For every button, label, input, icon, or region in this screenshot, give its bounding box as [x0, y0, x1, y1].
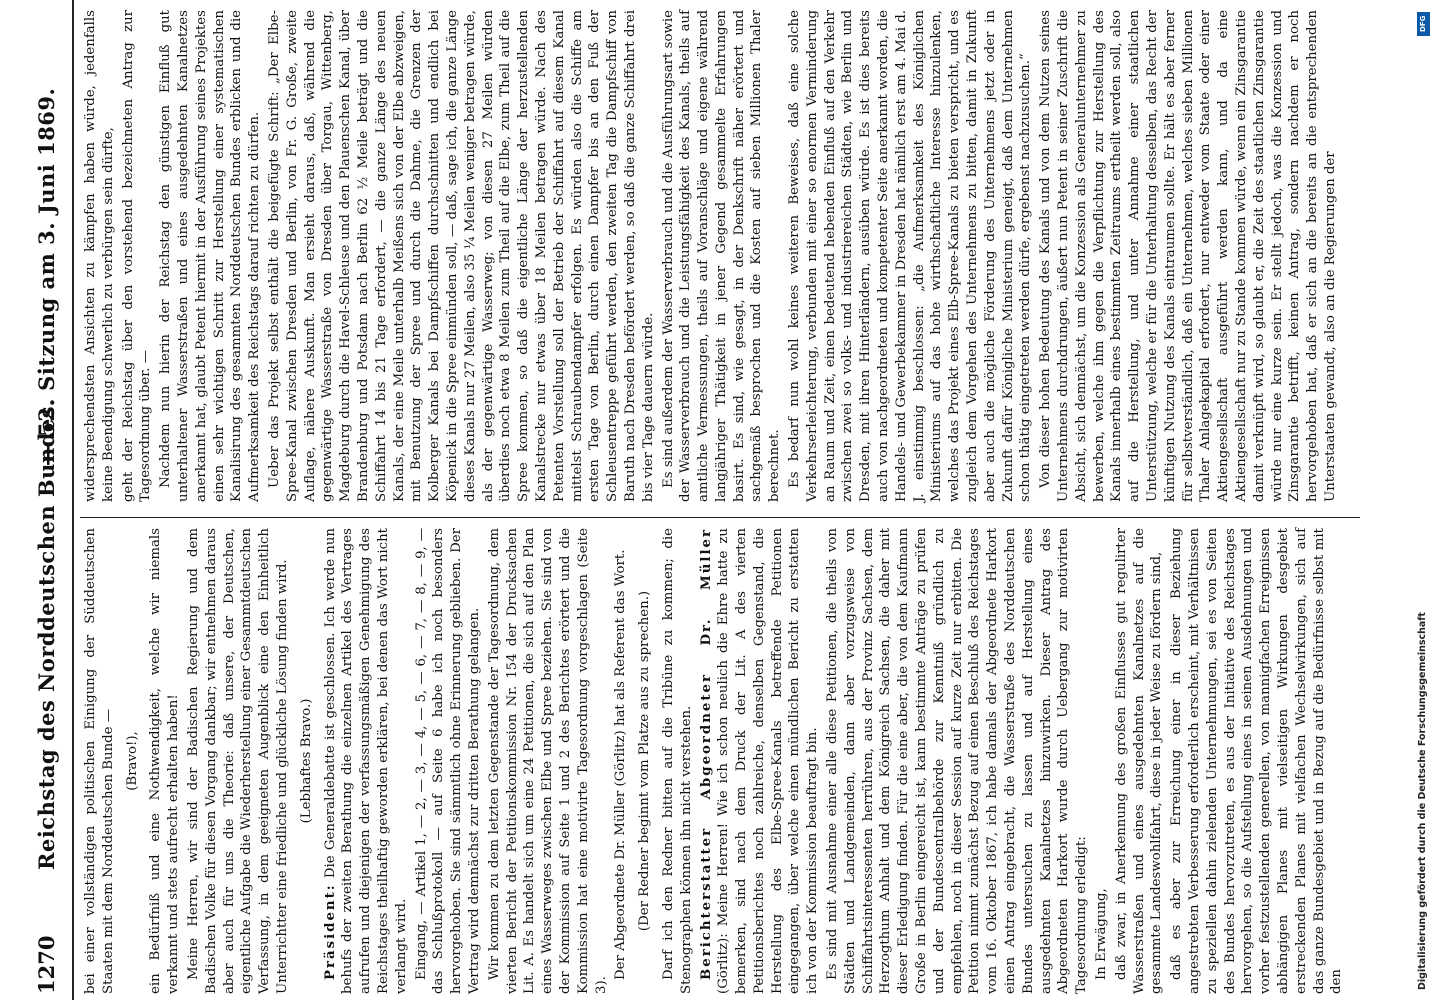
paragraph — [1037, 10, 1340, 502]
speaker-name: Berichterstatter Abgeordneter Dr. Müller — [698, 528, 714, 980]
paragraph — [660, 528, 696, 994]
paragraph-text: (Bravo!), — [124, 731, 140, 791]
paragraph-text: Die Generaldebatte ist geschlossen. Ich werde nun behufs der zweiten Berathung die einzelnen Artikel des Vertrages aufrufen und diejenigen der verfassungsmäßigen Genehmigung des Reichstages theilhaftig geworden erklären, bei denen das Wort nicht verlangt wird. — [322, 528, 409, 994]
right-column — [82, 10, 1352, 502]
stage-direction — [298, 528, 316, 994]
header-rule — [72, 0, 74, 1000]
paragraph-text: In Erwägung, — [1094, 888, 1110, 980]
paragraph-text: Es bedarf nun wohl keines weiteren Beweises, daß eine solche Verkehrserleichterung, verbunden mit einer so enormen Verminderung an Raum und Zeit, einen bedeutend hebenden Einfluß auf den Verkehr zwischen zwei so volks- und industriereichen Städten, wie Berlin und Dresden, mit ihren Hinterländern, ausüben würde. Es ist dies bereits auch von nachgeordneten und kompetenter Seite anerkannt worden, die Handels- und Gewerbekammer in Dresden hat nämlich erst am 4. Mai d. J. einstimmig beschlossen: „die Aufmerksamkeit des Königlichen Ministeriums auf das hohe wirthschaftliche Interesse hinzulenken, welches das Projekt eines Elb-Spree-Kanals zu bieten verspricht, und es zugleich dem Vorgehen des Unternehmens zu bitten, damit in Zukunft aber auch die mögliche Förderung des Unternehmens jetzt oder in Zukunft dafür Königliche Ministerium geneigt, daß dem Unternehmen schon thätig eingetreten werden dürfe, ergebenst nachzusuchen.“ — [787, 10, 1034, 502]
paragraph — [120, 10, 156, 502]
paragraph-text: Es sind außerdem der Wasserverbrauch und die Ausführungsart sowie der Wasserverbrauch und die Leistungsfähigkeit des Kanals, theils auf amtliche Vermessungen, theils auf Voranschläge und eigene während langjähriger Thätigkeit in jener Gegend gesammelte Erfahrungen basirt. Es sind, wie gesagt, in der Denkschrift näher erörtert und sachgemäß besprochen und die Kosten auf sieben Millionen Thaler berechnet. — [660, 10, 783, 502]
paragraph-text: bei einer vollständigen politischen Einigung der Süddeutschen Staaten mit dem Norddeutschen Bunde — — [83, 528, 116, 994]
column-divider — [80, 517, 1360, 518]
paragraph-text: Darf ich den Redner bitten auf die Tribüne zu kommen; die Stenographen können ihn nicht verstehen. — [660, 528, 694, 994]
paragraph — [157, 10, 264, 502]
paragraph — [413, 528, 484, 994]
paragraph — [612, 528, 630, 994]
speaker-name: Präsident: — [322, 883, 338, 980]
paragraph — [698, 528, 823, 994]
paragraph-text: (Görlitz): Meine Herren! Wie ich schon neulich die Ehre hatte zu bemerken, sind nach dem Druck der Lit. A des vierten Petitionsberichtes noch zahlreiche, denselben Gegenstand, die Herstellung des Elbe-Spree-Kanals betreffende Petitionen eingegangen, über welche einen mündlichen Bericht zu erstatten ich von der Kommission beauftragt bin. — [716, 528, 821, 994]
paragraph-text: geht der Reichstag über den vorstehend bezeichneten Antrag zur Tagesordnung über. — — [120, 10, 154, 502]
paragraph — [486, 528, 611, 994]
paragraph-text: Von dieser hohen Bedeutung des Kanals und von dem Nutzen seines Unternehmens durchdrungen, äußert nun Petent in seiner Zuschrift die Absicht, sich demnächst, um die Konzession als Generalunternehmer zu bewerben, welche ihm gegen die Verpflichtung zur Herstellung des Kanals innerhalb eines bestimmten Zeitraums ertheilt werden soll, also auf die Herstellung, und unter Annahme einer staatlichen Unterstützung, welche er für die Unterhaltung desselben, das Recht der künftigen Nutzung des Kanals eintraumen sollte. Er hält es aber ferner für selbstverständlich, daß ein Unternehmen, welches sieben Millionen Thaler Anlagekapital erfordert, nur entweder vom Staate oder einer Aktiengesellschaft ausgeführt werden kann, und da eine Aktiengesellschaft nur zu Stande kommen würde, wenn ein Zinsgarantie damit verknüpft wird, so glaubt er, die Zeit des staatlichen Zinsgarantie würde nur eine kurze sein. Er stellt jedoch, was die Konzession und Zinsgarantie betrifft, keinen Antrag, sondern nachdem er noch hervorgehoben hat, daß er sich an die bereits an die entsprechenden Unterstaaten gewandt, also an die Regierungen der — [1038, 10, 1338, 502]
stage-direction — [124, 528, 142, 994]
page-number: 1270 — [34, 935, 59, 994]
paragraph — [185, 528, 292, 994]
dfg-sidebar — [1416, 6, 1432, 996]
paragraph — [82, 528, 118, 994]
stage-direction — [636, 528, 654, 994]
paragraph-text: Der Abgeordnete Dr. Müller (Görlitz) hat als Referent das Wort. — [613, 549, 629, 980]
paragraph-text: daß es aber zur Erreichung einer in dieser Beziehung angestrebten Verbesserung erforderlich erscheint, mit Verhältnissen zu speziellen dahin zielenden Unternehmungen, sei es von Seiten des Bundes hervorzutreten, es aus der Initiative des Reichstages hervorgehen, so die Aufstellung eines in seinen Ausdehnungen und vorher festzustellenden generellen, von mannigfachen Erreignissen abhängigen Planes mit vielseitigen Wirkungen desgebiet erstreckenden Planes mit vielfachen Wechselwirkungen, sich auf das ganze Bundesgebiet und in Bezug auf die Bedürfnisse selbst mit den — [1169, 528, 1345, 994]
paragraph-text: Wir kommen zu dem letzten Gegenstande der Tagesordnung, dem vierten Bericht der Petitionskommission Nr. 154 der Drucksachen Lit. A. Es handelt sich um eine 24 Petitionen, die sich auf den Plan eines Wasserweges zwischen Elbe und Spree beziehen. Sie sind von der Kommission auf Seite 1 und 2 des Berichtes erörtert und die Kommission hat eine motivirte Tagesordnung vorgeschlagen (Seite 3). — [486, 528, 609, 994]
paragraph-text: widersprechendsten Ansichten zu kämpfen haben würde, jedenfalls keine Beendigung schwerlich zu verbürgen sein dürfte, — [83, 10, 116, 502]
page-title: Reichstag des Norddeutschen Bundes. — [34, 398, 59, 870]
paragraph-text: daß zwar, in Anerkennung des großen Einflusses gut regulirter Wasserstraßen und eines ausgedehnten Kanalnetzes auf die gesammte Landeswohlfahrt, diese in jeder Weise zu fördern sind, — [1113, 528, 1165, 994]
paragraph-text: Ueber das Projekt selbst enthält die beigefügte Schrift: „Der Elbe-Spree-Kanal zwischen Dresden und Berlin, von Fr. G. Große, zweite Auflage, nähere Auskunft. Man ersieht daraus, daß, während die gegenwärtige Wasserstraße von Dresden über Torgau, Wittenberg, Magdeburg durch die Havel-Schleuse und den Plauenschen Kanal, über Brandenburg und Potsdam nach Berlin 62 ½ Meile beträgt und die Schiffahrt 14 bis 21 Tage erfordert, — die ganze Länge des neuen Kanals, der eine Meile unterhalb Meißens sich von der Elbe abzweigen, mit Benutzung der Spree und durch die Dahme, die Grenzen der Kolberger Kanals bei Dampfschiffen durchschnitten und endlich bei Köpenick in die Spree einmünden soll, — daß, sage ich, die ganze Länge dieses Kanals nur 27 Meilen, also 35 ¼ Meilen weniger betragen würde, als der gegenwärtige Wasserweg; von diesen 27 Meilen würden überdies noch etwa 8 Meilen zum Theil auf die Elbe, zum Theil auf die Spree kommen, so daß die eigentliche Länge der herzustellenden Kanalstrecke nur etwas über 18 Meilen betragen würde. Nach des Petenten Vorstellung soll der Betrieb der Schiffahrt auf diesem Kanal mittelst Schraubendampfer erfolgen. Es würden also die Schiffe am ersten Tage von Berlin, durch einen Dampfer bis an den Fuß der Schleusentreppe geführt werden, den zweiten Tag die Dampfschiff von Baruth nach Dresden befördert werden, so daß die ganze Schiffahrt drei bis vier Tage dauern würde. — [266, 10, 656, 502]
paragraph-text: Eingang, — Artikel 1, — 2, — 3, — 4, — 5, — 6, — 7, — 8, — 9, — das Schlußprotokoll — auf Seite 6 habe ich noch besonders hervorgehoben. Sie sind sämmtlich ohne Erinnerung geblieben. Der Vertrag wird demnächst zur dritten Berathung gelangen. — [413, 528, 482, 994]
left-column — [82, 528, 1352, 994]
paragraph-text: Es sind mit Ausnahme einer alle diese Petitionen, die theils von Städten und Landgemeinden, dann aber vorzugsweise von Schiffahrtsinteressenten herrühren, aus der Provinz Sachsen, dem Herzogthum Anhalt und dem Königreich Sachsen, die daher mit dieser Erledigung finden. Für die eine aber, die von dem Kaufmann Große in Berlin eingereicht ist, kann bestimmte Anträge zu prüfen und der Bundescentralbehörde zur Kenntniß gründlich zu empfehlen, noch in dieser Session auf kurze Zeit nur erbitten. Die Petition nimmt zunächst Bezug auf einen Beschluß des Reichstages vom 16. Oktober 1867, ich habe damals der Abgeordnete Harkort einen Antrag eingebracht, die Wasserstraße des Norddeutschen Bundes untersuchen zu lassen und auf Herstellung eines ausgedehnten Kanalnetzes hinzuwirken. Dieser Antrag des Abgeordneten Harkort wurde durch Uebergang zur motivirten Tagesordnung erledigt: — [825, 528, 1090, 994]
paragraph-text: Meine Herren, wir sind der Badischen Regierung und dem Badischen Volke für diesen Vorgang dankbar; wir entnehmen daraus aber auch für uns die Theorie: daß unsere, der Deutschen, eigentliche Aufgabe die Wiederherstellung einer Gesammtdeutschen Verfassung, in dem geeigneten Augenblick eine den Einheitlich Unterrichtter eine friedliche und glückliche Lösung finden wird. — [185, 527, 290, 994]
paragraph-text: ein Bedürfniß und eine Nothwendigkeit, welche wir niemals verkannt und stets aufrecht erhalten haben! — [148, 528, 182, 994]
paragraph — [824, 528, 1091, 994]
dfg-logo: DFG — [1417, 12, 1430, 36]
paragraph — [82, 10, 118, 502]
page-header — [28, 0, 70, 1000]
paragraph-text: (Lebhaftes Bravo.) — [298, 698, 314, 824]
paragraph — [322, 528, 411, 994]
paragraph — [147, 528, 183, 994]
dfg-credit-text: Digitalisierung gefördert durch die Deutsche Forschungsgemeinschaft — [1417, 612, 1428, 990]
paragraph — [660, 10, 785, 502]
paragraph — [1113, 528, 1166, 994]
paragraph-text: (Der Redner beginnt vom Platze aus zu sprechen.) — [637, 590, 653, 932]
paragraph — [1093, 528, 1111, 994]
paragraph — [266, 10, 658, 502]
session-title: — 52. Sitzung am 3. Juni 1869. — [34, 87, 59, 466]
paragraph — [1168, 528, 1346, 994]
paragraph — [786, 10, 1035, 502]
paragraph-text: Nachdem nun hierin der Reichstag den günstigen Einfluß gut unterhaltener Wasserstraßen und eines ausgedehnten Kanalnetzes anerkannt hat, glaubt Petent hiermit in der Ausführung seines Projektes einen sehr wichtigen Schritt zur Herstellung einer systematischen Kanalisirung des gesammten Norddeutschen Bundes erblicken und die Aufmerksamkeit des Reichstags darauf richten zu dürfen. — [158, 10, 263, 502]
